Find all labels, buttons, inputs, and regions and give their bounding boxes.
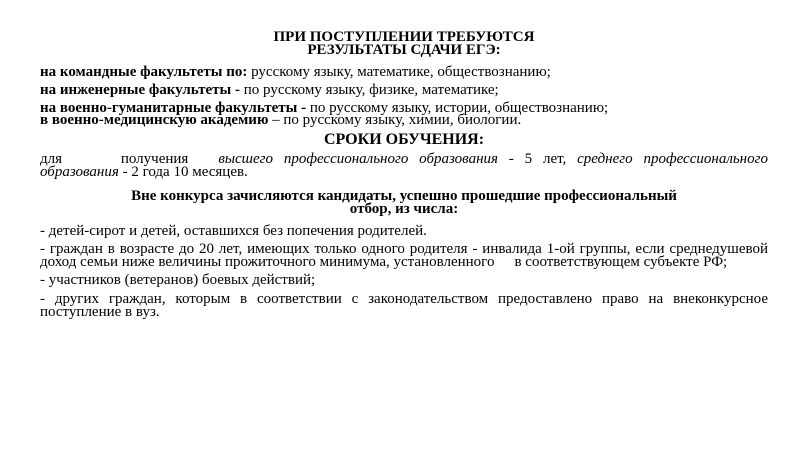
heading-line: ПРИ ПОСТУПЛЕНИИ ТРЕБУЮТСЯ <box>273 29 535 45</box>
list-item: - других граждан, которым в соответствии с законодательством предоставлено право на внеконкурсное поступление в вуз. <box>40 291 768 320</box>
subjects: – по русскому языку, химии, биологии. <box>268 112 522 128</box>
heading-line: отбор, из числа: <box>349 201 459 217</box>
terms-text: - 5 лет, <box>498 151 578 167</box>
list-text: в соответствующем субъекте РФ; <box>514 254 728 270</box>
study-terms-heading: СРОКИ ОБУЧЕНИЯ: <box>323 131 485 148</box>
admission-heading <box>40 31 768 57</box>
requirement-item <box>40 114 768 127</box>
list-item: - участников (ветеранов) боевых действий; <box>40 272 316 288</box>
heading-line: РЕЗУЛЬТАТЫ СДАЧИ ЕГЭ: <box>307 42 501 58</box>
list-item: - детей-сирот и детей, оставшихся без попечения родителей. <box>40 223 427 239</box>
higher-education: высшего профессионального образования <box>218 151 498 167</box>
faculty-label: на командные факультеты по: <box>40 64 248 80</box>
faculty-label: на инженерные факультеты - <box>40 82 240 98</box>
list-text: - граждан в возрасте до 20 лет, имеющих только одного родителя - инвалида 1-ой группы, если среднедушевой доход семьи ниже величины прожиточного минимума, установленного <box>40 241 768 270</box>
faculty-label: на военно-гуманитарные факультеты - <box>40 100 307 116</box>
extra-admission-heading <box>40 190 768 216</box>
faculty-label: в военно-медицинскую академию <box>40 112 269 128</box>
secondary-education: среднего профессионального образования <box>40 151 768 180</box>
study-terms-text <box>40 153 768 179</box>
requirement-item <box>40 84 768 97</box>
requirement-item <box>40 66 768 79</box>
terms-text: - 2 года 10 месяцев. <box>118 164 248 180</box>
list-item <box>40 243 768 269</box>
subjects: по русскому языку, истории, обществознанию; <box>306 100 609 116</box>
subjects: по русскому языку, физике, математике; <box>239 82 499 98</box>
terms-text: для получения <box>40 151 189 167</box>
heading-line: Вне конкурса зачисляются кандидаты, успешно прошедшие профессиональный <box>131 188 677 204</box>
subjects: русскому языку, математике, обществознанию; <box>247 64 551 80</box>
